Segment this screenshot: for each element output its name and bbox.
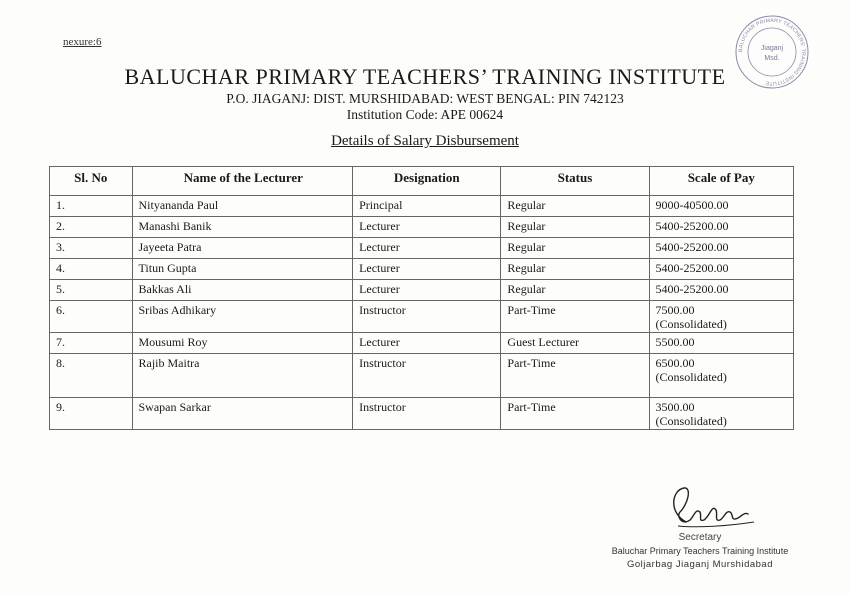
document-subtitle bbox=[0, 133, 850, 150]
cell-designation: Instructor bbox=[353, 398, 501, 430]
table-row bbox=[50, 301, 794, 333]
pay-note: (Consolidated) bbox=[655, 414, 727, 428]
salary-table bbox=[49, 166, 794, 430]
pay-value: 5400-25200.00 bbox=[655, 282, 729, 296]
seal-line-1: Jiaganj bbox=[760, 45, 784, 52]
cell-status: Regular bbox=[501, 196, 649, 217]
cell-status: Guest Lecturer bbox=[501, 333, 649, 354]
column-header-designation: Designation bbox=[353, 167, 501, 196]
cell-status: Regular bbox=[501, 280, 649, 301]
cell-designation: Instructor bbox=[353, 354, 501, 398]
seal-ring-text: BALUCHAR PRIMARY TEACHERS' TRAINING INSTITUTE bbox=[737, 17, 807, 87]
table-header-row bbox=[50, 167, 794, 196]
cell-designation: Lecturer bbox=[353, 280, 501, 301]
cell-pay bbox=[649, 333, 793, 354]
signatory-role: Secretary bbox=[678, 532, 722, 543]
pay-value: 9000-40500.00 bbox=[655, 198, 729, 212]
cell-pay bbox=[649, 398, 793, 430]
cell-status: Part-Time bbox=[501, 301, 649, 333]
document-subtitle-text: Details of Salary Disbursement bbox=[331, 133, 519, 149]
pay-value: 5400-25200.00 bbox=[655, 240, 729, 254]
table-row bbox=[50, 280, 794, 301]
table-row bbox=[50, 333, 794, 354]
table-row bbox=[50, 354, 794, 398]
cell-name: Swapan Sarkar bbox=[132, 398, 353, 430]
table-row bbox=[50, 259, 794, 280]
cell-pay bbox=[649, 196, 793, 217]
cell-pay bbox=[649, 238, 793, 259]
pay-value: 7500.00 bbox=[655, 303, 695, 317]
table-row bbox=[50, 196, 794, 217]
annexure-label: nexure:6 bbox=[63, 36, 102, 48]
cell-name: Nityananda Paul bbox=[132, 196, 353, 217]
cell-status: Part-Time bbox=[501, 354, 649, 398]
pay-note: (Consolidated) bbox=[655, 317, 727, 331]
cell-name: Mousumi Roy bbox=[132, 333, 353, 354]
seal-line-2: Msd. bbox=[764, 55, 780, 62]
pay-value: 6500.00 bbox=[655, 356, 695, 370]
cell-name: Sribas Adhikary bbox=[132, 301, 353, 333]
column-header-sl-no: Sl. No bbox=[50, 167, 133, 196]
cell-designation: Lecturer bbox=[353, 217, 501, 238]
cell-pay bbox=[649, 280, 793, 301]
institute-address: P.O. JIAGANJ: DIST. MURSHIDABAD: WEST BENGAL: PIN 742123 bbox=[226, 91, 624, 106]
cell-status: Regular bbox=[501, 238, 649, 259]
cell-name: Rajib Maitra bbox=[132, 354, 353, 398]
signatory-place: Goljarbag Jiaganj Murshidabad bbox=[627, 559, 773, 570]
table-row bbox=[50, 398, 794, 430]
cell-sl: 1. bbox=[50, 196, 133, 217]
institute-title: BALUCHAR PRIMARY TEACHERS’ TRAINING INSTITUTE bbox=[124, 64, 726, 89]
table-row bbox=[50, 238, 794, 259]
pay-value: 5500.00 bbox=[655, 335, 695, 349]
column-header-status: Status bbox=[501, 167, 649, 196]
cell-designation: Lecturer bbox=[353, 238, 501, 259]
cell-designation: Principal bbox=[353, 196, 501, 217]
column-header-name: Name of the Lecturer bbox=[132, 167, 353, 196]
cell-designation: Instructor bbox=[353, 301, 501, 333]
cell-designation: Lecturer bbox=[353, 259, 501, 280]
cell-pay bbox=[649, 259, 793, 280]
secretary-signature bbox=[658, 482, 768, 538]
cell-name: Titun Gupta bbox=[132, 259, 353, 280]
cell-sl: 6. bbox=[50, 301, 133, 333]
cell-sl: 9. bbox=[50, 398, 133, 430]
cell-pay bbox=[649, 354, 793, 398]
pay-value: 5400-25200.00 bbox=[655, 219, 729, 233]
cell-name: Bakkas Ali bbox=[132, 280, 353, 301]
cell-status: Regular bbox=[501, 217, 649, 238]
signatory-organization: Baluchar Primary Teachers Training Institute bbox=[611, 546, 789, 556]
column-header-scale-of-pay: Scale of Pay bbox=[649, 167, 793, 196]
cell-designation: Lecturer bbox=[353, 333, 501, 354]
cell-status: Part-Time bbox=[501, 398, 649, 430]
cell-name: Manashi Banik bbox=[132, 217, 353, 238]
institution-code: Institution Code: APE 00624 bbox=[346, 107, 504, 122]
cell-sl: 4. bbox=[50, 259, 133, 280]
pay-value: 5400-25200.00 bbox=[655, 261, 729, 275]
cell-sl: 2. bbox=[50, 217, 133, 238]
table-row bbox=[50, 217, 794, 238]
cell-pay bbox=[649, 217, 793, 238]
cell-sl: 5. bbox=[50, 280, 133, 301]
cell-sl: 3. bbox=[50, 238, 133, 259]
cell-status: Regular bbox=[501, 259, 649, 280]
pay-note: (Consolidated) bbox=[655, 370, 727, 384]
cell-sl: 7. bbox=[50, 333, 133, 354]
pay-value: 3500.00 bbox=[655, 400, 695, 414]
cell-name: Jayeeta Patra bbox=[132, 238, 353, 259]
cell-pay bbox=[649, 301, 793, 333]
cell-sl: 8. bbox=[50, 354, 133, 398]
